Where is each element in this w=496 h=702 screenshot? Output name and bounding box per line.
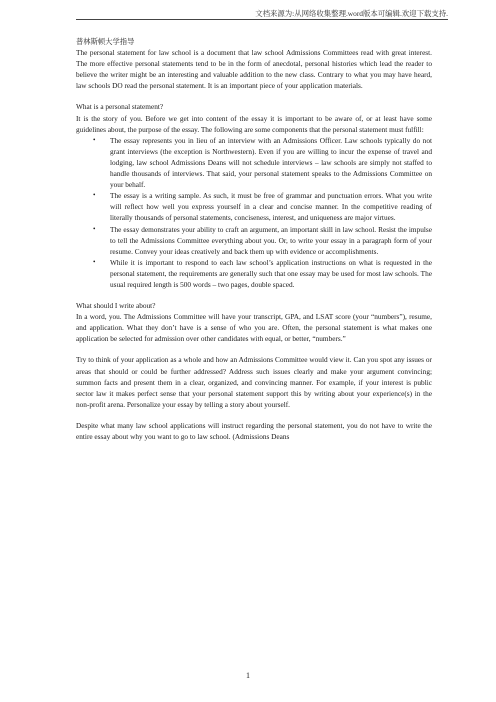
list-item: • The essay represents you in lieu of an interview with an Admissions Officer. Law schools typically do not grant interviews (the exception is Northwestern). Even if you are willing to incur the expense of travel and lodging, law school Admissions Deans will not schedule interviews – law schools are simply not staffed to handle thousands of interviews. That said, your personal statement speaks to the Admissions Committee on your behalf.: [93, 135, 432, 190]
answer-what-is: It is the story of you. Before we get into content of the essay it is important to be aware of, or at least have some guidelines about, the purpose of the essay. The following are some components that the personal statement must fulfill:: [76, 113, 432, 134]
list-item: • The essay demonstrates your ability to craft an argument, an important skill in law school. Resist the impulse to tell the Admissions Committee everything about you. Or, to write your essay in a paragraph form of your resume. Convey your ideas creatively and back them up with evidence or accomplishments.: [93, 224, 432, 256]
header-rule: [76, 19, 448, 20]
question-what-write: What should I write about?: [76, 301, 156, 311]
doc-title: 普林斯顿大学指导: [76, 37, 135, 46]
bullet-icon: •: [93, 224, 96, 233]
list-item: • The essay is a writing sample. As such, it must be free of grammar and punctuation errors. What you write will reflect how well you express yourself in a clear and concise manner. In the competitive reading of literally thousands of personal statements, conciseness, interest, and uniqueness are major virtues.: [93, 191, 432, 223]
list-item: • While it is important to respond to each law school’s application instructions on what is requested in the personal statement, the requirements are generally such that one essay may be used for most law schools. The usual required length is 500 words – two pages, double spaced.: [93, 257, 432, 289]
paragraph-think: Try to think of your application as a whole and how an Admissions Committee would view it. Can you spot any issues or areas that should or could be further addressed? Address such issues clearly and make your argument convincing; summon facts and present them in a clear, organized, and convincing manner. For example, if your interest is public sector law it makes perfect sense that your personal statement support this by writing about your experience(s) in the non-profit arena. Personalize your essay by telling a story about yourself.: [76, 355, 432, 409]
bullet-icon: •: [93, 191, 96, 200]
page-number: 1: [246, 671, 250, 680]
components-list: [76, 135, 432, 290]
page-header: 文档来源为:从网络收集整理.word版本可编辑.欢迎下载支持.: [255, 9, 448, 18]
bullet-icon: •: [93, 135, 96, 144]
intro-paragraph: The personal statement for law school is a document that law school Admissions Committees read with great interest. The more effective personal statements tend to be in the form of anecdotal, personal histories which lead the reader to believe the writer might be an interesting and valuable addition to the new class. Contrary to what you may have heard, law schools DO read the personal statement. It is an important piece of your application materials.: [76, 48, 432, 91]
document-body: [76, 36, 432, 442]
question-what-is: What is a personal statement?: [76, 102, 164, 112]
paragraph-despite: Despite what many law school applications will instruct regarding the personal statement, you do not have to write the entire essay about why you want to go to law school. (Admissions Deans: [76, 420, 432, 441]
bullet-icon: •: [93, 257, 96, 266]
answer-what-write: In a word, you. The Admissions Committee will have your transcript, GPA, and LSAT score (your “numbers”), resume, and application. What they don’t have is a sense of who you are. Often, the personal statement is what makes one application be selected for admission over other candidates with equal, or better, “numbers.”: [76, 312, 432, 344]
